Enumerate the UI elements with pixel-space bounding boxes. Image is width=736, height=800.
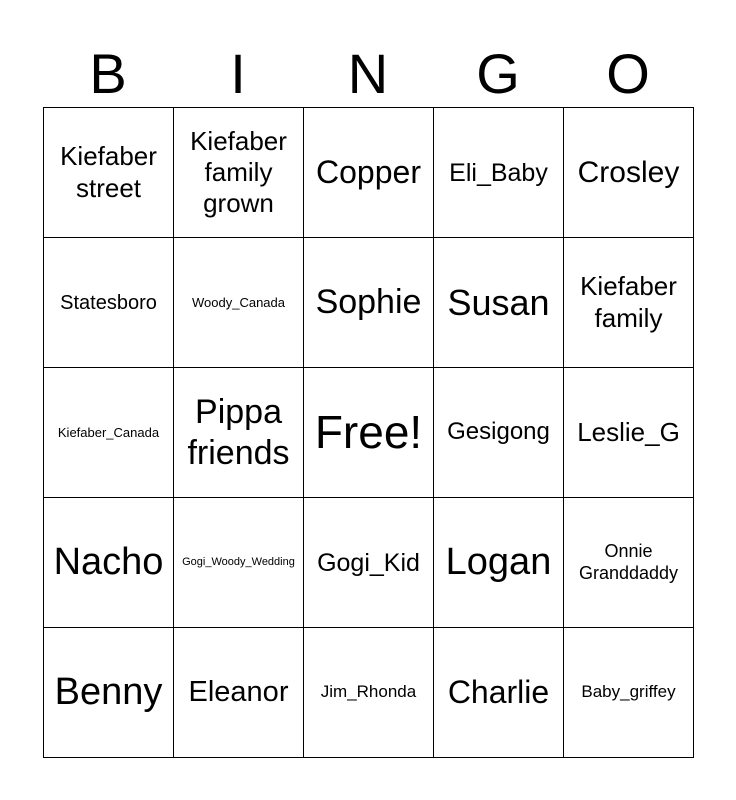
bingo-cell: Sophie	[304, 238, 434, 368]
bingo-cell: Statesboro	[44, 238, 174, 368]
board-row	[44, 628, 694, 758]
header-letter-n: N	[347, 42, 389, 105]
header-letter-g: G	[476, 42, 520, 105]
bingo-cell: Susan	[434, 238, 564, 368]
board-row	[44, 368, 694, 498]
bingo-cell: Logan	[434, 498, 564, 628]
bingo-cell: Nacho	[44, 498, 174, 628]
board-row	[44, 498, 694, 628]
bingo-cell: Kiefaber family	[564, 238, 694, 368]
bingo-cell: Jim_Rhonda	[304, 628, 434, 758]
bingo-cell: Charlie	[434, 628, 564, 758]
bingo-cell: Gogi_Kid	[304, 498, 434, 628]
bingo-cell: Baby_griffey	[564, 628, 694, 758]
bingo-cell: Kiefaber family grown	[174, 108, 304, 238]
header-letter-b: B	[89, 42, 127, 105]
bingo-board	[43, 107, 694, 758]
bingo-cell: Eleanor	[174, 628, 304, 758]
board-row	[44, 238, 694, 368]
board-row	[44, 108, 694, 238]
bingo-cell: Gesigong	[434, 368, 564, 498]
free-space-cell: Free!	[304, 368, 434, 498]
bingo-cell: Pippa friends	[174, 368, 304, 498]
bingo-cell: Onnie Granddaddy	[564, 498, 694, 628]
bingo-cell: Kiefaber_Canada	[44, 368, 174, 498]
bingo-cell: Crosley	[564, 108, 694, 238]
bingo-cell: Eli_Baby	[434, 108, 564, 238]
bingo-cell: Gogi_Woody_Wedding	[174, 498, 304, 628]
bingo-cell: Benny	[44, 628, 174, 758]
bingo-cell: Kiefaber street	[44, 108, 174, 238]
header-letter-i: I	[230, 42, 246, 105]
bingo-cell: Woody_Canada	[174, 238, 304, 368]
header-letter-o: O	[606, 42, 650, 105]
bingo-header	[43, 40, 693, 108]
bingo-cell: Copper	[304, 108, 434, 238]
bingo-cell: Leslie_G	[564, 368, 694, 498]
